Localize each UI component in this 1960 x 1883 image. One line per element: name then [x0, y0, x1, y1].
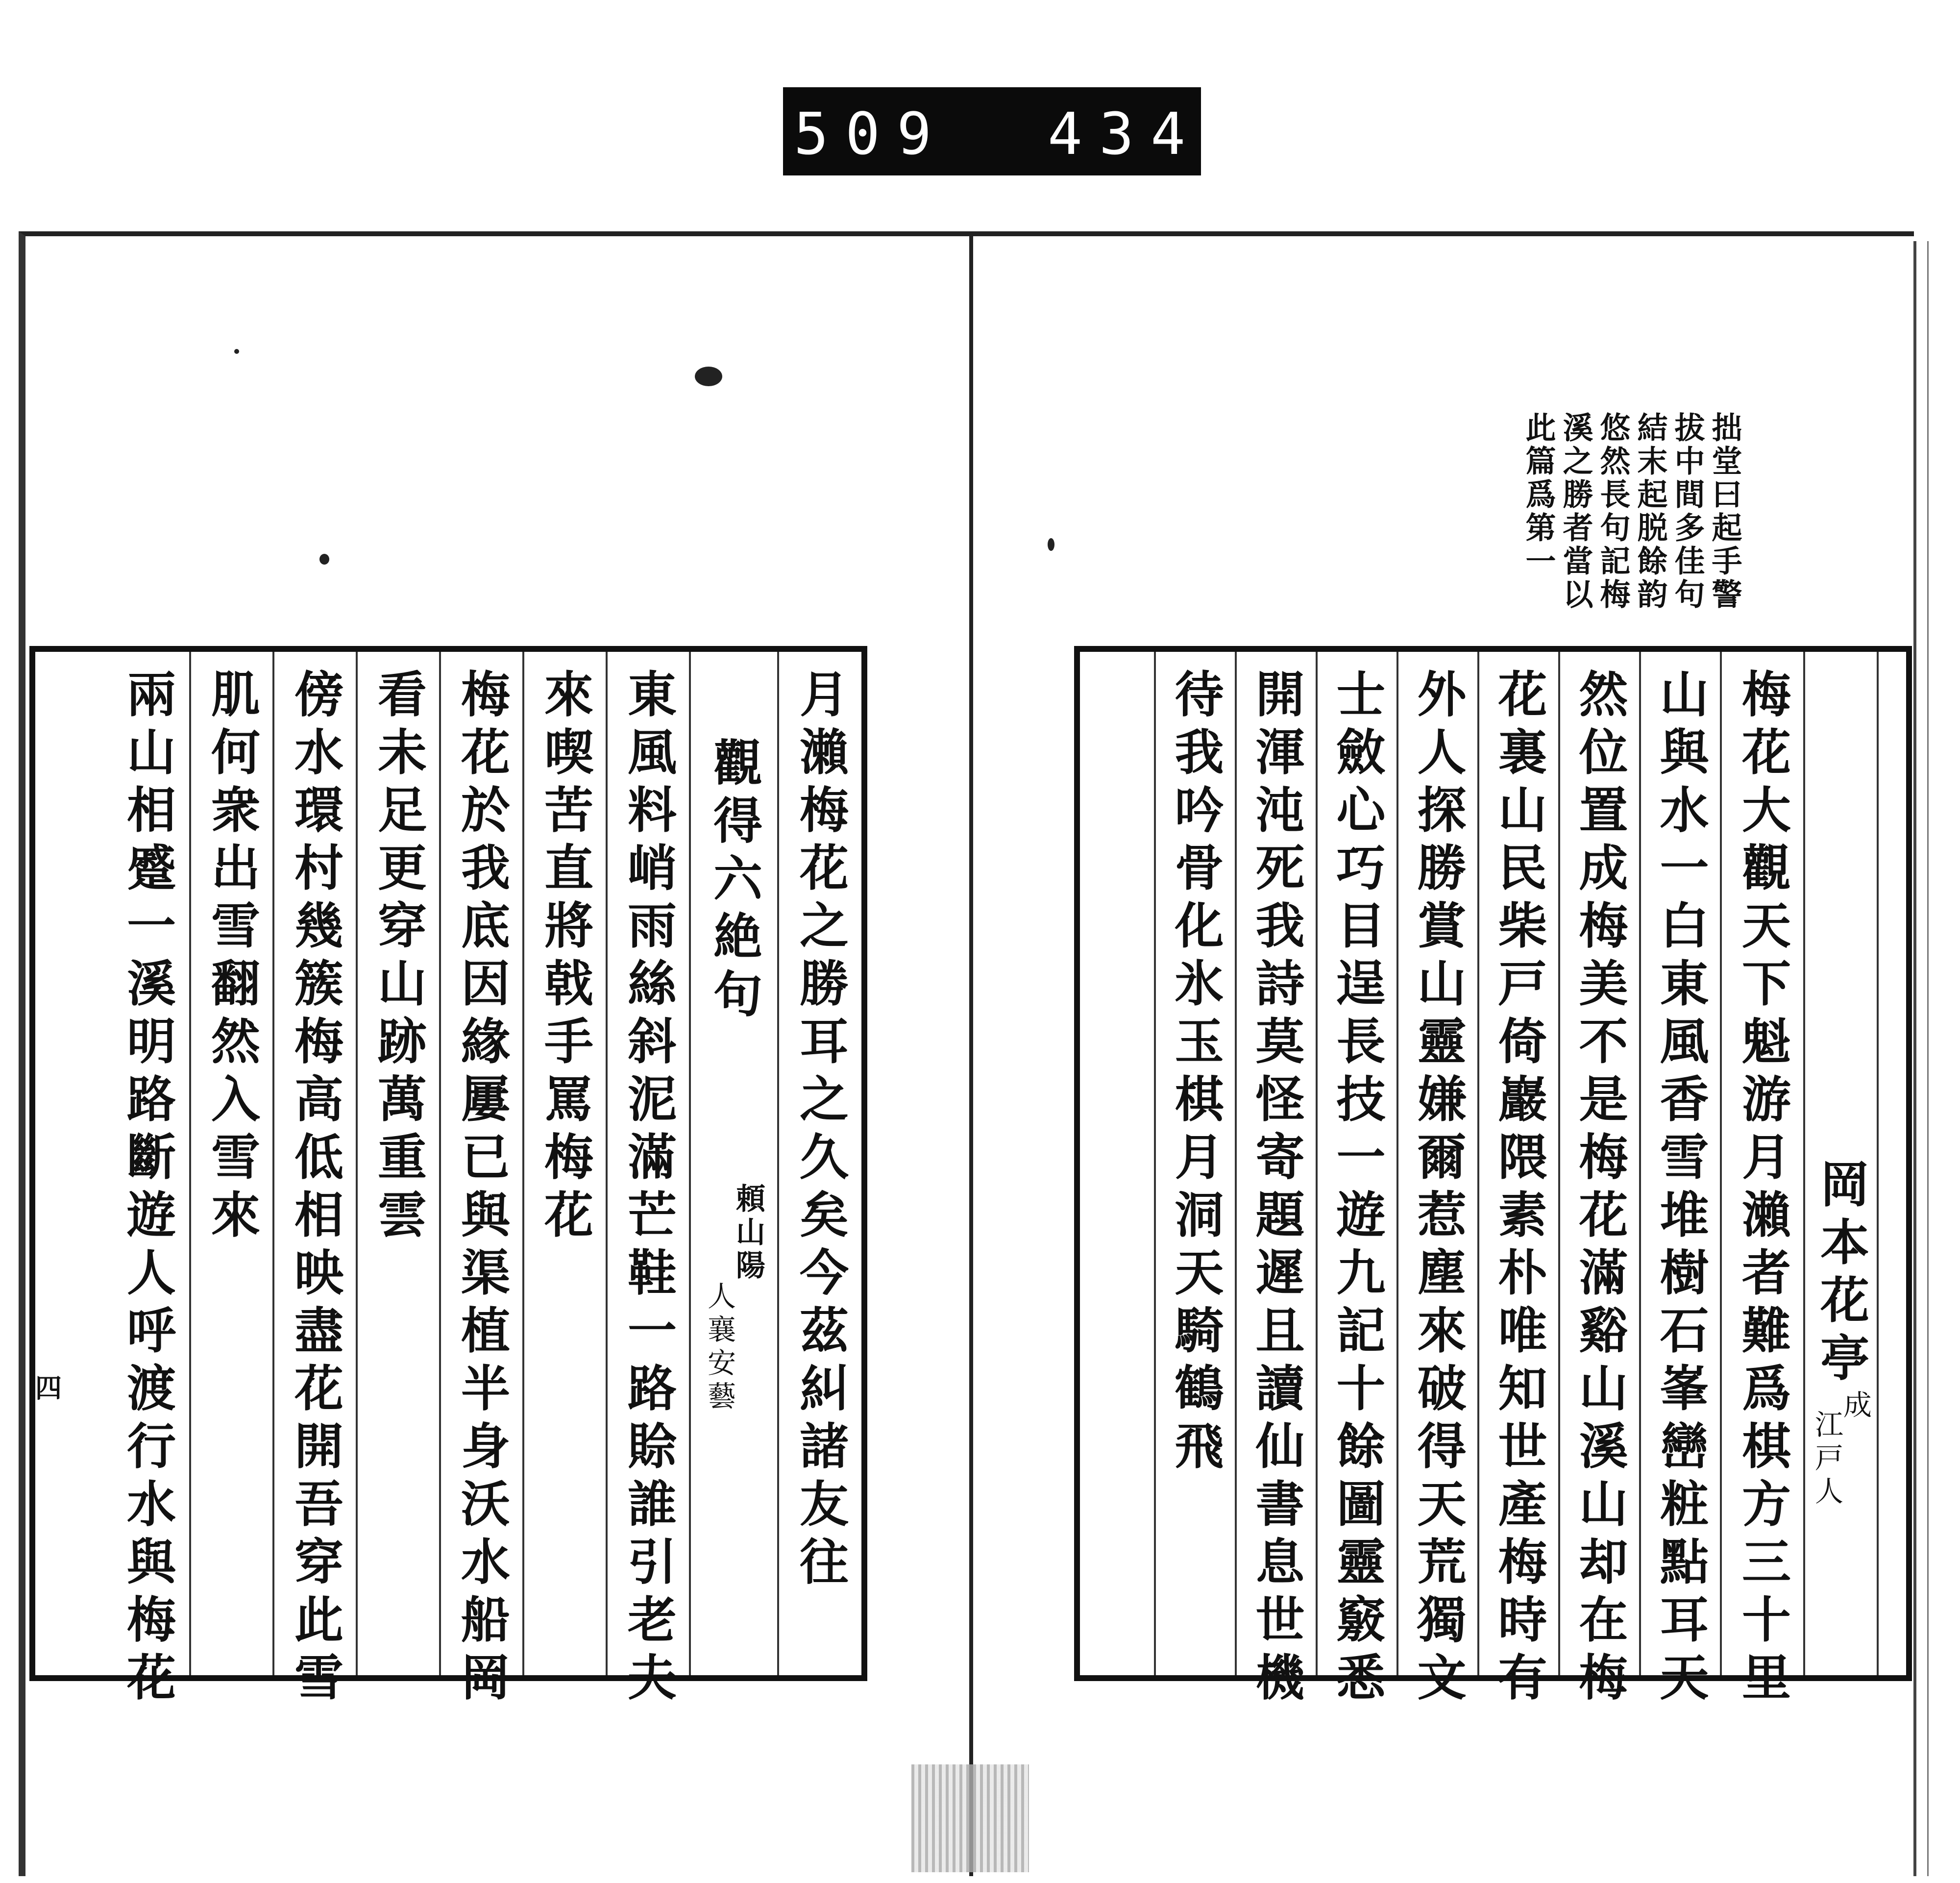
text-column [777, 652, 861, 1675]
text-column [272, 652, 356, 1710]
poem-line: 看未足更穿山跡萬重雲 [369, 669, 427, 1247]
poem-line: 花裏山民柴戸倚巖隈素朴唯知世產梅時有 [1490, 669, 1548, 1710]
text-column [1396, 652, 1477, 1710]
catalogue-number-right: 434. [1048, 100, 1254, 168]
poem-line: 傍水環村幾簇梅高低相映盡花開吾穿此雪 [286, 669, 344, 1710]
text-column [1235, 652, 1316, 1710]
poem-line: 士斂心巧目逞長技一遊九記十餘圖靈竅悉 [1328, 669, 1386, 1710]
stain-mark [695, 367, 722, 386]
text-column [189, 652, 272, 1675]
catalogue-number-left: 509 [794, 100, 949, 168]
poem-line: 梅花於我底因緣屢已與渠植半身沃水船岡 [453, 669, 511, 1710]
poem-line: 外人探勝賞山靈嫌爾惹塵來破得天荒獨文 [1409, 669, 1467, 1710]
blank-column [1877, 652, 1906, 1675]
poem-line: 兩山相蹙一溪明路斷遊人呼渡行水與梅花 [119, 669, 176, 1710]
commentary-line: 悠然長句記梅 [1595, 412, 1631, 612]
stain-mark [234, 349, 239, 354]
catalogue-tag [783, 87, 1254, 175]
poem-line: 待我吟骨化氷玉棋月洞天騎鶴飛 [1166, 669, 1225, 1478]
text-column [356, 652, 439, 1675]
text-column [522, 652, 606, 1675]
poem-line: 來喫苦直將戟手罵梅花 [536, 669, 594, 1247]
commentary-line: 結末起脱餘韵 [1632, 412, 1668, 612]
text-column [1803, 652, 1877, 1675]
page-number: 四 [35, 1372, 62, 1404]
author-origin: 江戸人 [1810, 1410, 1843, 1510]
commentary-line: 溪之勝者當以 [1558, 412, 1593, 612]
text-column [439, 652, 522, 1710]
text-column [1154, 652, 1235, 1675]
poem-line: 梅花大觀天下魁游月瀨者難爲棋方三十里 [1734, 669, 1791, 1710]
blank-column [1080, 652, 1154, 1675]
poem-line: 山與水一白東風香雪堆樹石峯巒粧點耳天 [1651, 669, 1710, 1710]
author-name: 岡本花亭 [1812, 1159, 1870, 1390]
binding-gutter [911, 1764, 1029, 1872]
text-column [1639, 652, 1720, 1710]
poem-line: 開渾沌死我詩莫怪寄題遲且讀仙書息世機 [1247, 669, 1305, 1710]
author-name: 頼山陽 [731, 1183, 765, 1283]
right-text-frame [1074, 646, 1912, 1710]
author-origin: 人襄安藝 [703, 1281, 736, 1414]
text-column [1316, 652, 1396, 1710]
stain-mark [1048, 538, 1054, 551]
text-column [1477, 652, 1558, 1710]
text-column [606, 652, 689, 1710]
commentary-line: 拔中間多佳句 [1669, 412, 1705, 612]
text-column [689, 652, 777, 1675]
stain-mark [319, 554, 329, 565]
poem-preface: 月瀨梅花之勝耳之久矣今茲糾諸友往 [791, 669, 849, 1594]
author-prefix: 成 [1838, 1390, 1872, 1423]
text-column [1558, 652, 1639, 1710]
poem-line: 東風料峭雨絲斜泥滿芒鞋一路賒誰引老夫 [619, 669, 677, 1710]
poem-line: 肌何衆出雪翻然入雪來 [203, 669, 261, 1247]
text-column [106, 652, 189, 1710]
poem-line: 然位置成梅美不是梅花滿谿山溪山却在梅 [1570, 669, 1629, 1710]
commentary-block [1520, 412, 1742, 618]
text-column [1720, 652, 1803, 1710]
poem-heading: 觀得六絶句 [705, 737, 763, 1026]
left-text-frame [29, 646, 867, 1710]
commentary-line: 拙堂曰起手警 [1707, 412, 1742, 612]
commentary-line: 此篇爲第一 [1520, 412, 1556, 578]
